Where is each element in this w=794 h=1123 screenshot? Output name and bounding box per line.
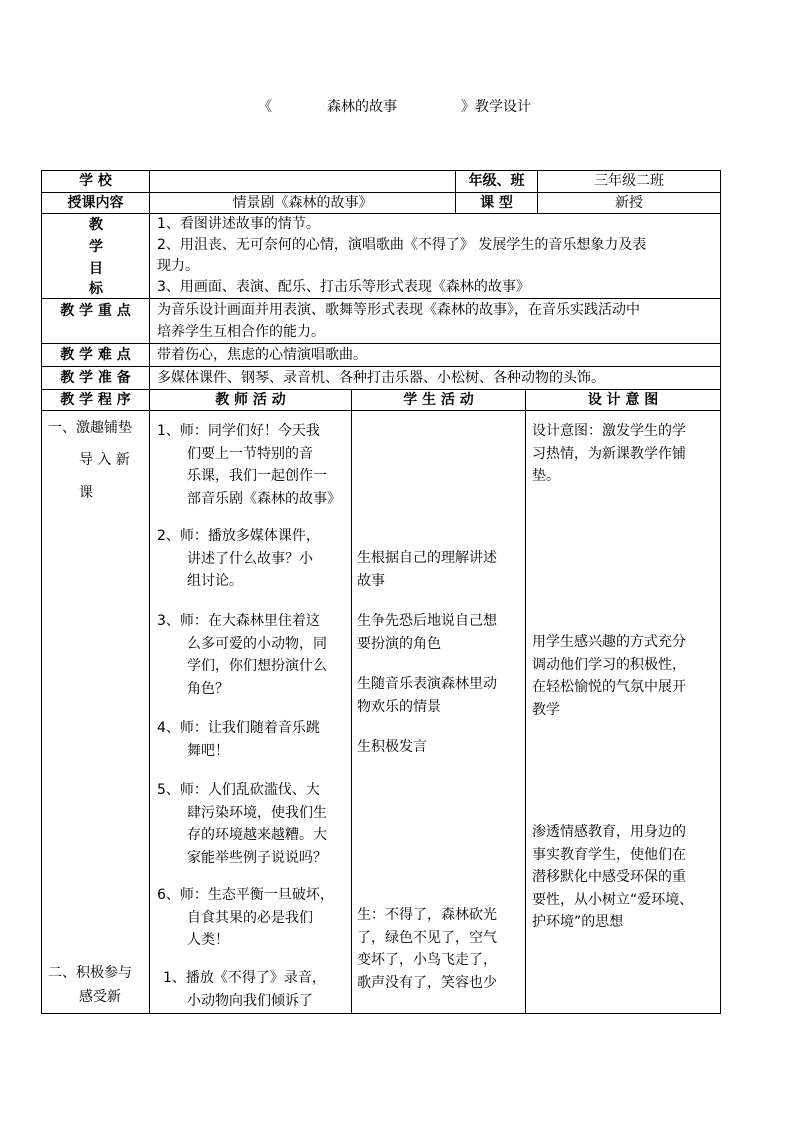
goals-label-char: 学 (89, 239, 103, 255)
student-activity-1 (357, 547, 497, 592)
col-header-design: 设 计 意 图 (587, 392, 659, 408)
student-activity-4 (357, 736, 427, 759)
teacher-line: 么多可爱的小动物，同 (187, 635, 327, 652)
student-line: 故事 (357, 572, 385, 589)
key-point-line: 培养学生互相合作的能力。 (157, 324, 325, 340)
student-line: 生积极发言 (357, 739, 427, 755)
row-divider (41, 410, 721, 411)
title-lesson-name: 森林的故事 (327, 99, 397, 115)
student-line: 要扮演的角色 (357, 635, 441, 652)
goal-line: 3、用画面、表演、配乐、打击乐等形式表现《森林的故事》 (157, 279, 530, 295)
design-intent-2 (532, 631, 686, 721)
content-label: 授课内容 (67, 195, 124, 211)
goal-line: 现力。 (157, 258, 199, 274)
teacher-line: 3、师：在大森林里住着这 (157, 613, 320, 629)
col-divider (351, 389, 352, 1014)
teacher-activity-4 (157, 717, 320, 762)
teacher-line: 家能举些例子说说吗？ (187, 849, 327, 866)
goals-label-char: 目 (89, 261, 103, 277)
stage-1-line: 课 (79, 485, 93, 501)
design-line: 在轻松愉悦的气氛中展开 (532, 679, 686, 695)
teacher-line: 讲述了什么故事？小 (187, 550, 313, 567)
teacher-line: 4、师：让我们随着音乐跳 (157, 720, 320, 736)
goal-line: 1、看图讲述故事的情节。 (157, 216, 320, 232)
col-header-student: 学 生 活 动 (403, 392, 474, 408)
teacher-activity-5 (157, 779, 327, 869)
preparation-label: 教 学 准 备 (60, 370, 131, 386)
col-divider (525, 389, 526, 1014)
design-intent-1 (532, 420, 686, 488)
table-border-left (41, 170, 42, 1014)
document-title (0, 96, 794, 116)
teacher-line: 舞吧！ (187, 742, 229, 759)
teacher-line: 6、师：生态平衡一旦破坏， (157, 887, 334, 903)
student-activity-5 (357, 904, 497, 994)
col-header-procedure: 教 学 程 序 (60, 392, 131, 408)
difficulty-text: 带着伤心，焦虑的心情演唱歌曲。 (157, 347, 367, 363)
student-activity-3 (357, 673, 497, 718)
teacher-line: 角色？ (187, 680, 229, 697)
school-value (150, 171, 455, 192)
stage-1-line: 一、激趣铺垫 (48, 420, 132, 436)
student-line: 生争先恐后地说自己想 (357, 613, 497, 629)
design-line: 垫。 (532, 468, 560, 484)
teacher-line: 5、师：人们乱砍滥伐、大 (157, 782, 320, 798)
design-line: 教学 (532, 701, 560, 718)
teacher-line: 1、师：同学们好！今天我 (157, 423, 320, 439)
goal-line: 2、用沮丧、无可奈何的心情，演唱歌曲《不得了》 发展学生的音乐想象力及表 (157, 237, 647, 253)
student-line: 生：不得了，森林砍光 (357, 907, 497, 923)
teacher-line: 1、播放《不得了》录音， (163, 970, 326, 986)
teacher-activity-6 (157, 884, 334, 952)
teacher-line: 们要上一节特别的音 (187, 445, 313, 462)
design-line: 用学生感兴趣的方式充分 (532, 634, 686, 650)
student-line: 生根据自己的理解讲述 (357, 550, 497, 566)
key-points-text (157, 299, 640, 343)
preparation-text: 多媒体课件、钢琴、录音机、各种打击乐器、小松树、各种动物的头饰。 (157, 370, 605, 386)
key-points-label: 教 学 重 点 (60, 303, 131, 319)
design-line: 事实教育学生，使他们在 (532, 846, 686, 863)
student-line: 物欢乐的情景 (357, 698, 441, 715)
teacher-line: 小动物向我们倾诉了 (187, 992, 313, 1009)
teacher-line: 组讨论。 (187, 573, 243, 589)
teacher-line: 肆污染环境，使我们生 (187, 804, 327, 821)
stage-1-line: 导 入 新 (79, 452, 130, 468)
teacher-activity-3 (157, 610, 327, 700)
teacher-line: 学们，你们想扮演什么 (187, 658, 327, 674)
teacher-activity-1 (157, 420, 341, 510)
grade-label: 年级、班 (468, 173, 525, 189)
row-divider (41, 366, 721, 367)
design-line: 调动他们学习的积极性， (532, 656, 686, 673)
student-line: 了，绿色不见了，空气 (357, 929, 497, 946)
teacher-line: 人类！ (187, 932, 229, 948)
design-line: 潜移默化中感受环保的重 (532, 869, 686, 885)
teacher-activity-7 (163, 967, 326, 1012)
teacher-line: 2、师：播放多媒体课件， (157, 528, 320, 544)
student-activity-2 (357, 610, 497, 655)
type-value: 新授 (615, 195, 643, 211)
student-line: 生随音乐表演森林里动 (357, 676, 497, 692)
col-divider (149, 170, 150, 1014)
key-point-line: 为音乐设计画面并用表演、歌舞等形式表现《森林的故事》，在音乐实践活动中 (157, 302, 640, 318)
content-value: 情景剧《森林的故事》 (232, 195, 373, 211)
title-open: 《 (258, 99, 272, 115)
teacher-line: 乐课，我们一起创作一 (187, 468, 327, 484)
goals-label-char: 教 (89, 217, 103, 233)
teacher-line: 自食其果的必是我们 (187, 909, 313, 926)
grade-value: 三年级二班 (594, 173, 664, 189)
design-intent-3 (532, 821, 693, 934)
design-line: 护环境”的思想 (532, 914, 624, 930)
design-line: 设计意图：激发学生的学 (532, 423, 686, 439)
difficulty-label: 教 学 难 点 (60, 347, 131, 363)
teacher-activity-2 (157, 525, 320, 593)
teacher-line: 部音乐剧《森林的故事》 (187, 490, 341, 507)
student-line: 变坏了，小鸟飞走了， (357, 952, 497, 968)
school-label: 学 校 (79, 173, 112, 189)
student-line: 歌声没有了，笑容也少 (357, 974, 497, 991)
row-divider (41, 343, 721, 344)
type-label: 课 型 (480, 195, 513, 211)
table-border-bottom (41, 1013, 721, 1014)
teacher-line: 存的环境越来越糟。大 (187, 827, 327, 843)
stage-2-line: 二、积极参与 (48, 965, 132, 981)
title-close: 》教学设计 (461, 99, 531, 115)
stage-2-line: 感受新 (79, 989, 121, 1005)
design-line: 渗透情感教育，用身边的 (532, 824, 686, 840)
design-line: 要性，从小树立“爱环境、 (532, 891, 694, 908)
design-line: 习热情，为新课教学作铺 (532, 445, 686, 462)
goals-text (157, 214, 646, 298)
table-border-right (720, 170, 721, 1014)
goals-label-char: 标 (89, 281, 103, 297)
col-header-teacher: 教 师 活 动 (215, 392, 286, 408)
